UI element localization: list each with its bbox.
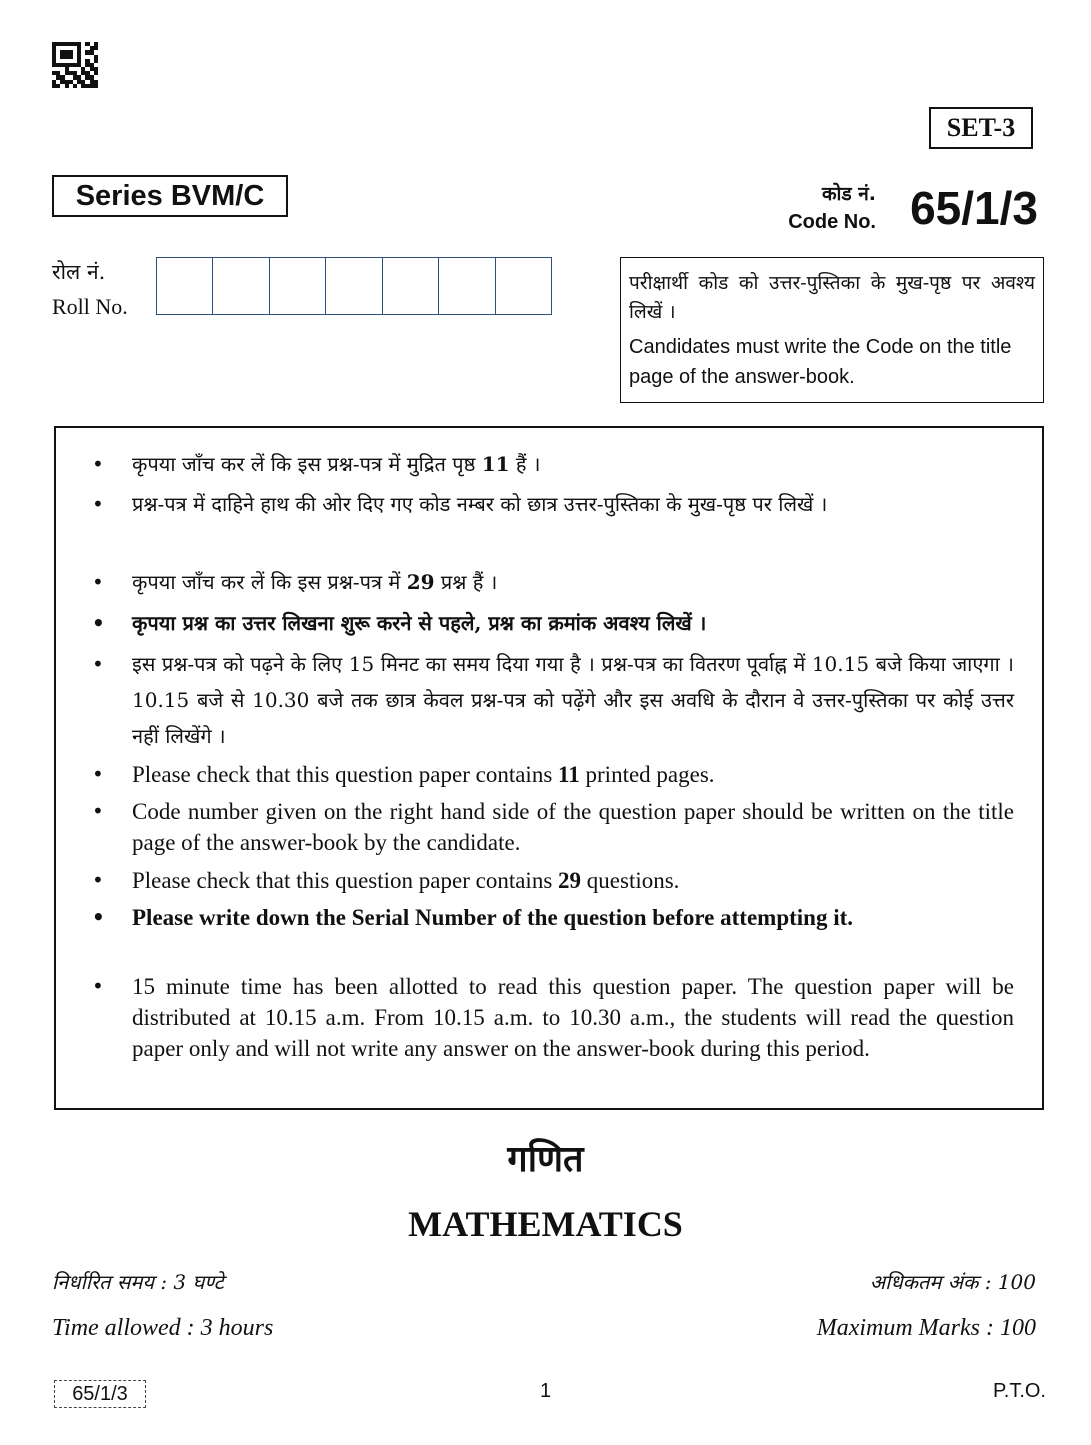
instruction-emphasis: 29 (558, 868, 582, 893)
roll-number-boxes[interactable] (156, 257, 552, 315)
bullet-icon: • (92, 762, 104, 786)
time-allowed-hindi: निर्धारित समय : 3 घण्टे (52, 1270, 224, 1294)
instructions-box (54, 426, 1044, 1110)
candidate-note-box (620, 257, 1044, 403)
roll-number-cell[interactable] (383, 258, 439, 314)
candidate-note-hindi: परीक्षार्थी कोड को उत्तर-पुस्तिका के मुख-पृष्ठ पर अवश्य लिखें । (629, 272, 1035, 323)
bullet-icon: • (92, 652, 104, 676)
bullet-icon: • (92, 905, 105, 929)
instruction-text: कृपया जाँच कर लें कि इस प्रश्न-पत्र में (132, 570, 407, 594)
footer-code: 65/1/3 (54, 1380, 146, 1408)
instruction-item (92, 796, 1014, 858)
set-label: SET-3 (929, 107, 1033, 149)
instruction-item (92, 605, 1014, 641)
instruction-item (92, 646, 1014, 754)
bullet-icon: • (92, 974, 104, 998)
instruction-text: इस प्रश्न-पत्र को पढ़ने के लिए 15 मिनट का समय दिया गया है । प्रश्न-पत्र का वितरण पूर्वाह्न में 10.15 बजे किया जाएगा । 10.15 बजे से 10.30 बजे तक छात्र केवल प्रश्न-पत्र को पढ़ेंगे और इस अवधि के दौरान वे उत्तर-पुस्तिका पर कोई उत्तर नहीं लिखेंगे । (132, 652, 1014, 748)
roll-number-cell[interactable] (496, 258, 551, 314)
max-marks-hindi: अधिकतम अंक : 100 (869, 1270, 1036, 1294)
instruction-item (92, 902, 1014, 933)
roll-number-cell[interactable] (439, 258, 495, 314)
instruction-text: printed pages. (579, 762, 715, 787)
roll-number-cell[interactable] (157, 258, 213, 314)
instruction-text: questions. (581, 868, 680, 893)
instruction-text: प्रश्न-पत्र में दाहिने हाथ की ओर दिए गए कोड नम्बर को छात्र उत्तर-पुस्तिका के मुख-पृष्ठ पर लिखें । (132, 492, 828, 516)
instruction-emphasis: 29 (406, 570, 435, 594)
subject-title-english: MATHEMATICS (408, 1204, 683, 1244)
subject-title-hindi: गणित (507, 1139, 584, 1180)
instruction-item (92, 564, 1014, 600)
max-marks-english: Maximum Marks : 100 (816, 1315, 1036, 1341)
instruction-text: हैं । (509, 452, 541, 476)
series-label: Series BVM/C (52, 175, 288, 217)
bullet-icon: • (92, 570, 104, 594)
roll-number-cell[interactable] (213, 258, 269, 314)
bullet-icon: • (92, 868, 104, 892)
instruction-emphasis: कृपया प्रश्न का उत्तर लिखना शुरू करने से पहले, प्रश्न का क्रमांक अवश्य लिखें । (132, 611, 707, 635)
instruction-text: Please check that this question paper contains (132, 868, 559, 893)
roll-number-cell[interactable] (270, 258, 326, 314)
instruction-emphasis: 11 (558, 762, 580, 787)
instruction-item (92, 865, 1014, 896)
code-label-english: Code No. (788, 211, 876, 233)
code-label-hindi: कोड नं. (821, 183, 876, 205)
instruction-emphasis: 11 (481, 452, 510, 476)
instruction-text: कृपया जाँच कर लें कि इस प्रश्न-पत्र में मुद्रित पृष्ठ (132, 452, 482, 476)
candidate-note-english: Candidates must write the Code on the title page of the answer-book. (629, 336, 1012, 388)
roll-label-english: Roll No. (52, 294, 128, 319)
page-number: 1 (539, 1380, 552, 1402)
bullet-icon: • (92, 799, 104, 823)
roll-number-cell[interactable] (326, 258, 382, 314)
instruction-text: Please check that this question paper contains (132, 762, 559, 787)
instruction-text: Code number given on the right hand side of the question paper should be written on the title page of the answer-book by the candidate. (132, 799, 1014, 855)
instruction-text: 15 minute time has been allotted to read this question paper. The question paper will be distributed at 10.15 a.m. From 10.15 a.m. to 10.30 a.m., the students will read the question paper only and will not write any answer on the answer-book during this period. (132, 974, 1014, 1061)
instruction-item (92, 446, 1014, 482)
pto-label: P.T.O. (993, 1380, 1046, 1402)
qr-code (52, 42, 98, 88)
instruction-item (92, 971, 1014, 1064)
instruction-item (92, 486, 1014, 522)
roll-label-hindi: रोल नं. (52, 260, 106, 284)
code-number: 65/1/3 (910, 182, 1038, 234)
instruction-emphasis: Please write down the Serial Number of the question before attempting it. (132, 905, 854, 930)
bullet-icon: • (92, 452, 104, 476)
bullet-icon: • (92, 492, 104, 516)
bullet-icon: • (92, 611, 105, 635)
time-allowed-english: Time allowed : 3 hours (52, 1315, 274, 1341)
instruction-text: प्रश्न हैं । (434, 570, 498, 594)
instruction-item (92, 759, 1014, 790)
